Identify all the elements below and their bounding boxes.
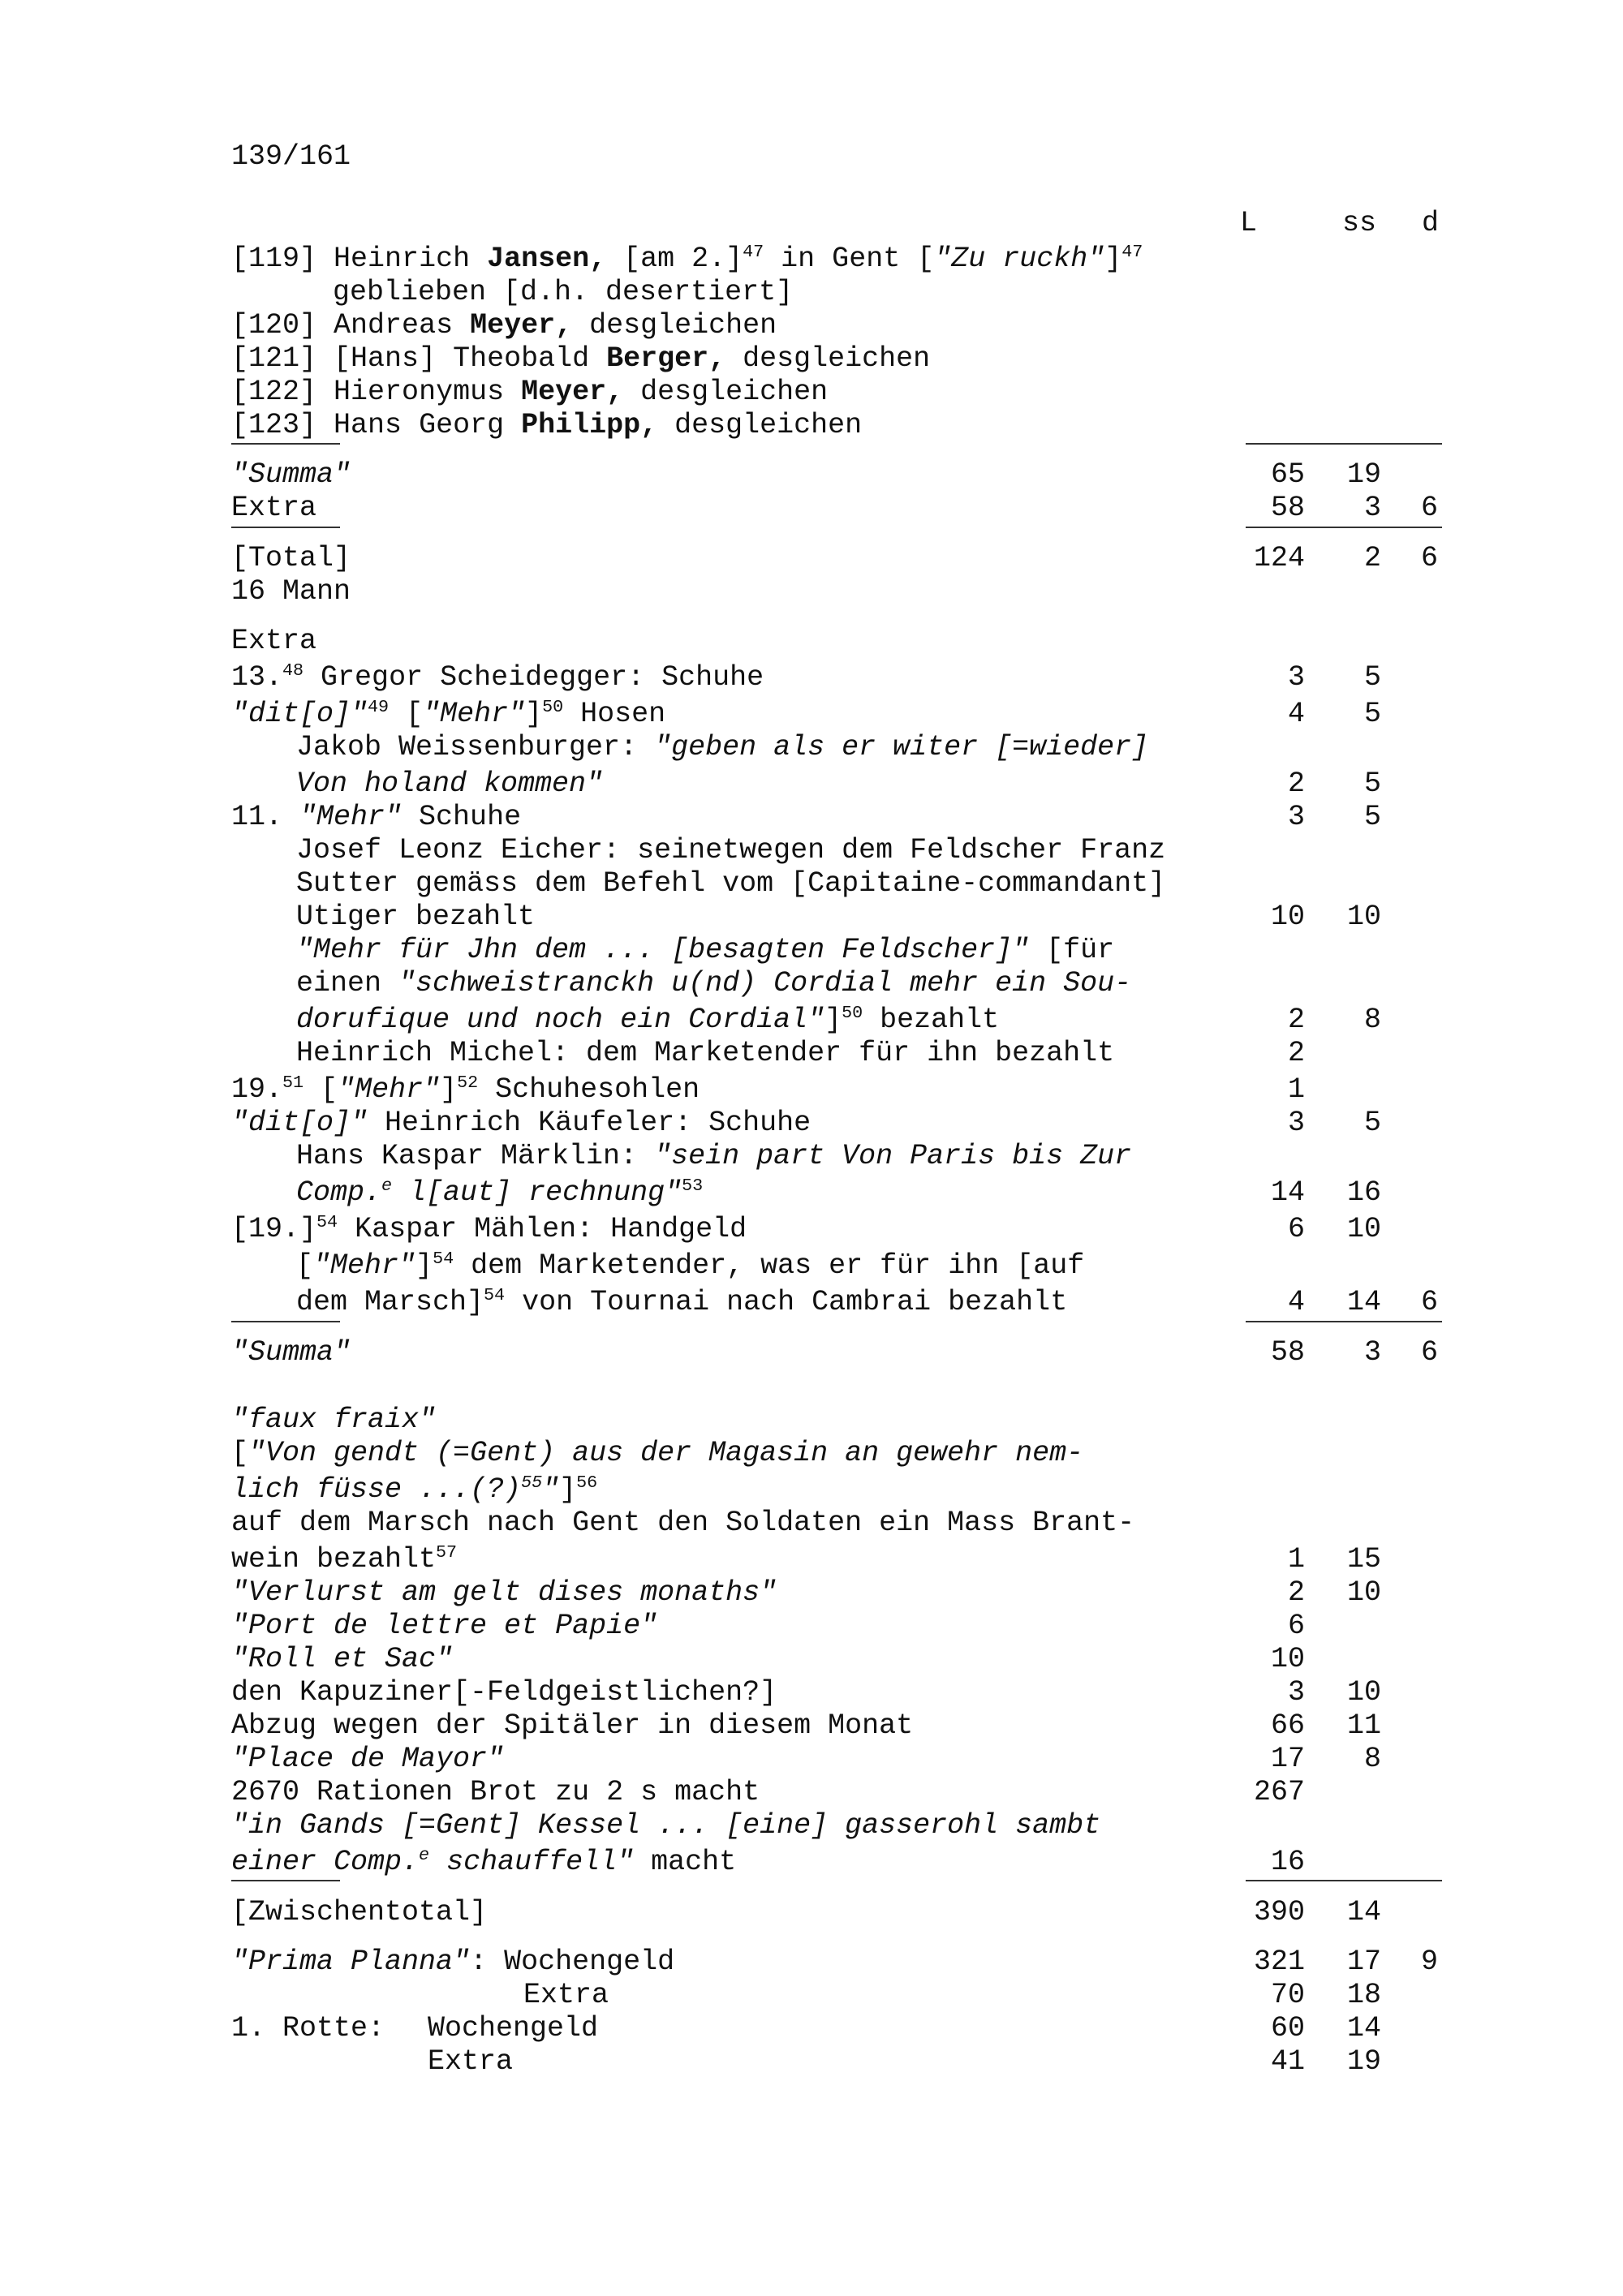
divider [231, 527, 340, 528]
amount-ss: 3 [1363, 492, 1381, 524]
faux-line: wein bezahlt$^{57}$ [231, 1542, 458, 1576]
extra-line: ["Mehr"]$^{54}$ dem Marketender, was er für ihn [auf [296, 1249, 1085, 1282]
rotte-label: 1. Rotte: [231, 2012, 385, 2044]
amount-l: 17 [1270, 1743, 1305, 1775]
divider [1246, 443, 1442, 445]
extra-line: "dit[o]"$^{49}$ ["Mehr"]$^{50}$ Hosen [231, 697, 666, 730]
divider [1246, 1321, 1442, 1322]
amount-ss: 19 [1346, 458, 1381, 491]
amount-ss: 5 [1363, 767, 1381, 800]
entry-119-cont: geblieben [d.h. desertiert] [333, 276, 794, 308]
amount-ss: 10 [1346, 1676, 1381, 1709]
column-header-d: d [1422, 207, 1440, 239]
amount-ss: 10 [1346, 1576, 1381, 1609]
amount-l: 2 [1287, 1037, 1305, 1069]
amount-ss: 19 [1346, 2045, 1381, 2078]
extra-line: 11. "Mehr" Schuhe [231, 801, 522, 833]
amount-l: 1 [1287, 1073, 1305, 1106]
faux-line: ["Von gendt (=Gent) aus der Magasin an gewehr nem- [231, 1437, 1084, 1469]
faux-line: den Kapuziner[-Feldgeistlichen?] [231, 1676, 777, 1709]
faux-line: "Verlurst am gelt dises monaths" [231, 1576, 777, 1609]
faux-line: auf dem Marsch nach Gent den Soldaten ein Mass Brant- [231, 1507, 1135, 1539]
total-label: [Total] [231, 542, 351, 574]
extra-line: Von holand kommen" [296, 767, 604, 800]
amount-ss: 8 [1363, 1004, 1381, 1036]
amount-l: 66 [1270, 1709, 1305, 1742]
extra-line: "dit[o]" Heinrich Käufeler: Schuhe [231, 1107, 812, 1139]
amount-d: 6 [1420, 542, 1438, 574]
amount-l: 3 [1287, 1676, 1305, 1709]
amount-ss: 5 [1363, 661, 1381, 694]
amount-l: 16 [1270, 1846, 1305, 1878]
amount-ss: 14 [1346, 1896, 1381, 1928]
extra-line: $[19.]^{54}$ Kaspar Mählen: Handgeld [231, 1212, 747, 1245]
page-number: 139/161 [231, 140, 351, 173]
faux-line: 2670 Rationen Brot zu 2 s macht [231, 1776, 760, 1808]
amount-ss: 3 [1363, 1336, 1381, 1369]
amount-l: 58 [1270, 1336, 1305, 1369]
amount-l: 3 [1287, 661, 1305, 694]
extra-line: Utiger bezahlt [296, 901, 536, 933]
amount-l: 2 [1287, 767, 1305, 800]
amount-ss: 17 [1346, 1946, 1381, 1978]
amount-ss: 5 [1363, 801, 1381, 833]
faux-line: "Roll et Sac" [231, 1643, 454, 1675]
amount-l: 2 [1287, 1004, 1305, 1036]
extra-line: "Mehr für Jhn dem ... [besagten Feldscher]" [für [296, 934, 1115, 966]
rotte-wochengeld: Wochengeld [428, 2012, 599, 2044]
faux-line: einer Comp.$^e$ schauffell" macht [231, 1845, 737, 1878]
amount-l: 6 [1287, 1610, 1305, 1642]
amount-ss: 5 [1363, 698, 1381, 730]
faux-line: "Place de Mayor" [231, 1743, 505, 1775]
extra-line: Comp.$^e$ l[aut] rechnung"$^{53}$ [296, 1176, 704, 1209]
amount-ss: 16 [1346, 1176, 1381, 1209]
amount-l: 4 [1287, 698, 1305, 730]
entry-119: [119] Heinrich Jansen, [am 2.]$^{47}$ in Gent ["Zu ruckh"]$^{47}$ [231, 242, 1143, 275]
extra-label: Extra [231, 492, 317, 524]
amount-l: 41 [1270, 2045, 1305, 2078]
mann-count: 16 Mann [231, 575, 351, 608]
amount-ss: 10 [1346, 901, 1381, 933]
amount-ss: 14 [1346, 2012, 1381, 2044]
amount-d: 6 [1420, 1286, 1438, 1318]
amount-l: 10 [1270, 1643, 1305, 1675]
divider [1246, 527, 1442, 528]
prima-planna-line: "Prima Planna": Wochengeld [231, 1946, 675, 1978]
extra-line: Josef Leonz Eicher: seinetwegen dem Feldscher Franz [296, 834, 1166, 866]
faux-fraix-heading: "faux fraix" [231, 1404, 437, 1436]
faux-line: Abzug wegen der Spitäler in diesem Monat [231, 1709, 914, 1742]
entry-121: [121] [Hans] Theobald Berger, desgleichen [231, 342, 931, 375]
extra-line: Sutter gemäss dem Befehl vom [Capitaine-commandant] [296, 867, 1166, 900]
extra-line: einen "schweistranckh u(nd) Cordial mehr ein Sou- [296, 967, 1132, 1000]
extra-line: dorufique und noch ein Cordial"]$^{50}$ bezahlt [296, 1003, 1000, 1036]
amount-d: 6 [1420, 492, 1438, 524]
amount-ss: 10 [1346, 1213, 1381, 1245]
faux-line: "in Gands [=Gent] Kessel ... [eine] gasserohl sambt [231, 1809, 1101, 1842]
divider [231, 443, 340, 445]
amount-l: 4 [1287, 1286, 1305, 1318]
zwischentotal-label: [Zwischentotal] [231, 1896, 488, 1928]
amount-l: 10 [1270, 901, 1305, 933]
entry-122: [122] Hieronymus Meyer, desgleichen [231, 376, 829, 408]
summa-label: "Summa" [231, 458, 351, 491]
amount-l: 60 [1270, 2012, 1305, 2044]
amount-ss: 8 [1363, 1743, 1381, 1775]
amount-l: 70 [1270, 1979, 1305, 2011]
amount-ss: 2 [1363, 542, 1381, 574]
extra-line: 13.48 Gregor Scheidegger: Schuhe [231, 660, 764, 694]
amount-l: 390 [1253, 1896, 1305, 1928]
extra-line: Hans Kaspar Märklin: "sein part Von Paris bis Zur [296, 1140, 1132, 1172]
amount-l: 267 [1253, 1776, 1305, 1808]
column-header-ss: ss [1342, 207, 1377, 239]
faux-line: "Port de lettre et Papie" [231, 1610, 658, 1642]
amount-l: 14 [1270, 1176, 1305, 1209]
divider [231, 1321, 340, 1322]
amount-l: 65 [1270, 458, 1305, 491]
amount-l: 1 [1287, 1543, 1305, 1576]
amount-l: 3 [1287, 801, 1305, 833]
amount-l: 58 [1270, 492, 1305, 524]
extra-line: 19.51 ["Mehr"]$^{52}$ Schuhesohlen [231, 1073, 700, 1106]
rotte-extra: Extra [428, 2045, 514, 2078]
column-header-l: L [1240, 207, 1258, 239]
extra-line: Jakob Weissenburger: "geben als er witer [=wieder] [296, 731, 1149, 763]
amount-d: 6 [1420, 1336, 1438, 1369]
extra-heading: Extra [231, 625, 317, 657]
amount-ss: 14 [1346, 1286, 1381, 1318]
amount-ss: 11 [1346, 1709, 1381, 1742]
amount-l: 3 [1287, 1107, 1305, 1139]
amount-l: 321 [1253, 1946, 1305, 1978]
amount-d: 9 [1420, 1946, 1438, 1978]
amount-l: 2 [1287, 1576, 1305, 1609]
summa-label: "Summa" [231, 1336, 351, 1369]
entry-123: [123] Hans Georg Philipp, desgleichen [231, 409, 863, 441]
extra-line: dem Marsch]$^{54}$ von Tournai nach Cambrai bezahlt [296, 1285, 1068, 1318]
faux-line: lich füsse ...(?)$^{55}$"]$^{56}$ [231, 1473, 598, 1506]
amount-ss: 5 [1363, 1107, 1381, 1139]
amount-l: 6 [1287, 1213, 1305, 1245]
divider [231, 1880, 340, 1881]
prima-planna-extra: Extra [523, 1979, 609, 2011]
entry-120: [120] Andreas Meyer, desgleichen [231, 309, 777, 342]
extra-line: Heinrich Michel: dem Marketender für ihn bezahlt [296, 1037, 1115, 1069]
amount-l: 124 [1253, 542, 1305, 574]
amount-ss: 18 [1346, 1979, 1381, 2011]
divider [1246, 1880, 1442, 1881]
amount-ss: 15 [1346, 1543, 1381, 1576]
